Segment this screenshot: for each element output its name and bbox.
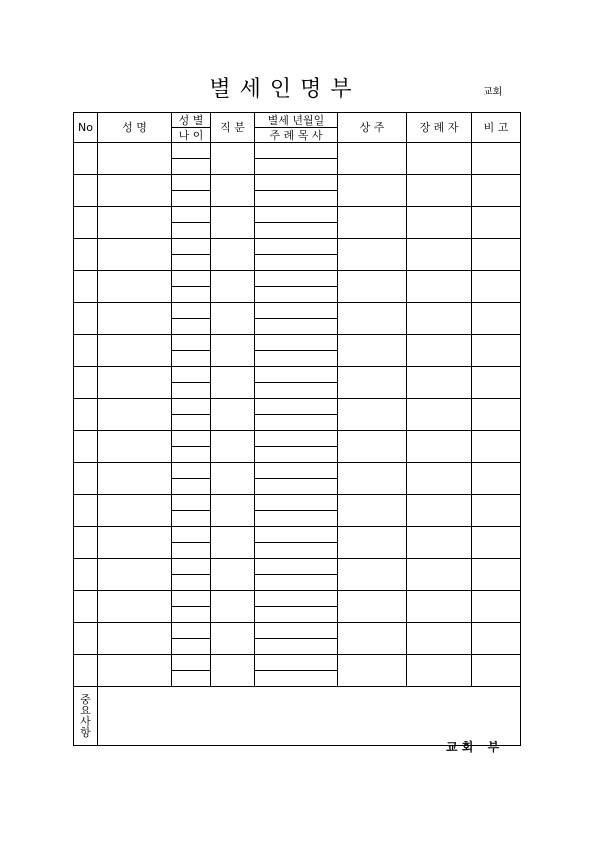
entry-chief-mourner-cell[interactable] — [338, 559, 407, 591]
entry-position-cell[interactable] — [211, 303, 255, 335]
entry-age-cell[interactable] — [172, 543, 211, 559]
entry-funeral-director-cell[interactable] — [407, 335, 472, 367]
entry-death-date-cell[interactable] — [255, 239, 338, 255]
entry-gender-cell[interactable] — [172, 239, 211, 255]
entry-position-cell[interactable] — [211, 495, 255, 527]
header-remarks: 비 고 — [472, 113, 521, 143]
entry-name-cell[interactable] — [98, 431, 172, 463]
entry-remarks-cell[interactable] — [472, 431, 521, 463]
entry-position-cell[interactable] — [211, 431, 255, 463]
entry-chief-mourner-cell[interactable] — [338, 207, 407, 239]
entry-gender-cell[interactable] — [172, 207, 211, 223]
entry-funeral-director-cell[interactable] — [407, 655, 472, 687]
entry-remarks-cell[interactable] — [472, 207, 521, 239]
entry-death-date-cell[interactable] — [255, 463, 338, 479]
entry-name-cell[interactable] — [98, 303, 172, 335]
entry-no-cell[interactable] — [74, 623, 98, 655]
entry-row — [74, 239, 521, 255]
entry-row — [74, 143, 521, 159]
entry-chief-mourner-cell[interactable] — [338, 463, 407, 495]
entry-funeral-director-cell[interactable] — [407, 495, 472, 527]
entry-chief-mourner-cell[interactable] — [338, 399, 407, 431]
entry-remarks-cell[interactable] — [472, 655, 521, 687]
entry-age-cell[interactable] — [172, 223, 211, 239]
entry-funeral-director-cell[interactable] — [407, 527, 472, 559]
entry-death-date-cell[interactable] — [255, 175, 338, 191]
entry-row — [74, 623, 521, 639]
entry-death-date-cell[interactable] — [255, 207, 338, 223]
entry-officiant-cell[interactable] — [255, 575, 338, 591]
entry-gender-cell[interactable] — [172, 591, 211, 607]
entry-no-cell[interactable] — [74, 271, 98, 303]
entry-position-cell[interactable] — [211, 591, 255, 623]
entry-death-date-cell[interactable] — [255, 367, 338, 383]
entry-chief-mourner-cell[interactable] — [338, 271, 407, 303]
entry-name-cell[interactable] — [98, 495, 172, 527]
entry-age-cell[interactable] — [172, 255, 211, 271]
entry-death-date-cell[interactable] — [255, 399, 338, 415]
entry-gender-cell[interactable] — [172, 175, 211, 191]
entry-chief-mourner-cell[interactable] — [338, 655, 407, 687]
entry-no-cell[interactable] — [74, 463, 98, 495]
entry-death-date-cell[interactable] — [255, 271, 338, 287]
entry-row — [74, 207, 521, 223]
entry-no-cell[interactable] — [74, 591, 98, 623]
entry-name-cell[interactable] — [98, 335, 172, 367]
entry-chief-mourner-cell[interactable] — [338, 143, 407, 175]
entry-officiant-cell[interactable] — [255, 607, 338, 623]
entry-funeral-director-cell[interactable] — [407, 623, 472, 655]
entry-remarks-cell[interactable] — [472, 591, 521, 623]
notes-label-char: 항 — [80, 726, 91, 739]
entry-funeral-director-cell[interactable] — [407, 239, 472, 271]
entry-officiant-cell[interactable] — [255, 383, 338, 399]
entry-remarks-cell[interactable] — [472, 399, 521, 431]
entry-officiant-cell[interactable] — [255, 639, 338, 655]
entry-row — [74, 527, 521, 543]
entry-officiant-cell[interactable] — [255, 671, 338, 687]
entry-name-cell[interactable] — [98, 463, 172, 495]
entry-no-cell[interactable] — [74, 175, 98, 207]
entry-name-cell[interactable] — [98, 655, 172, 687]
entry-row — [74, 335, 521, 351]
entry-no-cell[interactable] — [74, 495, 98, 527]
footer — [446, 738, 509, 755]
entry-position-cell[interactable] — [211, 463, 255, 495]
entry-age-cell[interactable] — [172, 415, 211, 431]
entry-name-cell[interactable] — [98, 239, 172, 271]
entry-funeral-director-cell[interactable] — [407, 175, 472, 207]
entry-position-cell[interactable] — [211, 623, 255, 655]
entry-death-date-cell[interactable] — [255, 303, 338, 319]
entry-death-date-cell[interactable] — [255, 591, 338, 607]
entry-name-cell[interactable] — [98, 271, 172, 303]
entry-name-cell[interactable] — [98, 623, 172, 655]
entry-chief-mourner-cell[interactable] — [338, 431, 407, 463]
entry-officiant-cell[interactable] — [255, 255, 338, 271]
entry-name-cell[interactable] — [98, 367, 172, 399]
entry-age-cell[interactable] — [172, 383, 211, 399]
entry-funeral-director-cell[interactable] — [407, 271, 472, 303]
entry-name-cell[interactable] — [98, 559, 172, 591]
entry-officiant-cell[interactable] — [255, 319, 338, 335]
entry-remarks-cell[interactable] — [472, 559, 521, 591]
entry-officiant-cell[interactable] — [255, 511, 338, 527]
entry-remarks-cell[interactable] — [472, 175, 521, 207]
entry-row — [74, 655, 521, 671]
entry-gender-cell[interactable] — [172, 559, 211, 575]
entry-age-cell[interactable] — [172, 191, 211, 207]
entry-funeral-director-cell[interactable] — [407, 207, 472, 239]
entry-chief-mourner-cell[interactable] — [338, 335, 407, 367]
entry-chief-mourner-cell[interactable] — [338, 175, 407, 207]
entry-age-cell[interactable] — [172, 351, 211, 367]
entry-age-cell[interactable] — [172, 159, 211, 175]
entry-death-date-cell[interactable] — [255, 431, 338, 447]
entry-row — [74, 175, 521, 191]
register-table — [73, 112, 521, 746]
entry-death-date-cell[interactable] — [255, 527, 338, 543]
entry-officiant-cell[interactable] — [255, 287, 338, 303]
entry-name-cell[interactable] — [98, 591, 172, 623]
entry-no-cell[interactable] — [74, 367, 98, 399]
header-death-date: 별세 년월일 — [255, 113, 338, 128]
entry-remarks-cell[interactable] — [472, 143, 521, 175]
entry-position-cell[interactable] — [211, 175, 255, 207]
entry-remarks-cell[interactable] — [472, 303, 521, 335]
notes-label-char: 요 — [80, 704, 91, 717]
entry-row — [74, 495, 521, 511]
entry-funeral-director-cell[interactable] — [407, 143, 472, 175]
entry-name-cell[interactable] — [98, 207, 172, 239]
entry-officiant-cell[interactable] — [255, 223, 338, 239]
entry-gender-cell[interactable] — [172, 431, 211, 447]
entry-age-cell[interactable] — [172, 575, 211, 591]
entry-position-cell[interactable] — [211, 143, 255, 175]
entry-age-cell[interactable] — [172, 287, 211, 303]
entry-age-cell[interactable] — [172, 639, 211, 655]
entry-no-cell[interactable] — [74, 239, 98, 271]
entry-no-cell[interactable] — [74, 399, 98, 431]
entry-death-date-cell[interactable] — [255, 655, 338, 671]
entry-funeral-director-cell[interactable] — [407, 399, 472, 431]
entry-officiant-cell[interactable] — [255, 159, 338, 175]
entry-age-cell[interactable] — [172, 511, 211, 527]
entry-no-cell[interactable] — [74, 303, 98, 335]
page-title: 별세인명부 — [209, 77, 361, 102]
entry-no-cell[interactable] — [74, 143, 98, 175]
entry-position-cell[interactable] — [211, 367, 255, 399]
entry-gender-cell[interactable] — [172, 399, 211, 415]
entry-gender-cell[interactable] — [172, 655, 211, 671]
entry-remarks-cell[interactable] — [472, 335, 521, 367]
entry-row — [74, 367, 521, 383]
header-position: 직 분 — [211, 113, 255, 143]
entry-remarks-cell[interactable] — [472, 527, 521, 559]
entry-chief-mourner-cell[interactable] — [338, 591, 407, 623]
notes-label-char: 중 — [80, 693, 91, 706]
entry-remarks-cell[interactable] — [472, 239, 521, 271]
entry-row — [74, 463, 521, 479]
entry-remarks-cell[interactable] — [472, 463, 521, 495]
entry-chief-mourner-cell[interactable] — [338, 495, 407, 527]
entry-gender-cell[interactable] — [172, 623, 211, 639]
entry-funeral-director-cell[interactable] — [407, 463, 472, 495]
entry-name-cell[interactable] — [98, 527, 172, 559]
entry-remarks-cell[interactable] — [472, 495, 521, 527]
entry-officiant-cell[interactable] — [255, 447, 338, 463]
entry-no-cell[interactable] — [74, 335, 98, 367]
header-officiant: 주 례 목 사 — [255, 128, 338, 143]
entry-position-cell[interactable] — [211, 271, 255, 303]
entry-position-cell[interactable] — [211, 239, 255, 271]
entry-chief-mourner-cell[interactable] — [338, 367, 407, 399]
church-label: 교회 — [483, 87, 503, 98]
entry-gender-cell[interactable] — [172, 495, 211, 511]
entry-death-date-cell[interactable] — [255, 623, 338, 639]
entry-row — [74, 431, 521, 447]
entry-gender-cell[interactable] — [172, 527, 211, 543]
entry-row — [74, 591, 521, 607]
entry-name-cell[interactable] — [98, 399, 172, 431]
entry-gender-cell[interactable] — [172, 367, 211, 383]
entry-gender-cell[interactable] — [172, 463, 211, 479]
entry-remarks-cell[interactable] — [472, 623, 521, 655]
entry-officiant-cell[interactable] — [255, 351, 338, 367]
entry-chief-mourner-cell[interactable] — [338, 527, 407, 559]
header-funeral-director: 장 례 자 — [407, 113, 472, 143]
entry-funeral-director-cell[interactable] — [407, 559, 472, 591]
entry-position-cell[interactable] — [211, 655, 255, 687]
header-gender: 성 별 — [172, 113, 211, 128]
entry-position-cell[interactable] — [211, 399, 255, 431]
entry-death-date-cell[interactable] — [255, 559, 338, 575]
entry-funeral-director-cell[interactable] — [407, 431, 472, 463]
entry-funeral-director-cell[interactable] — [407, 367, 472, 399]
entry-row — [74, 271, 521, 287]
entry-name-cell[interactable] — [98, 175, 172, 207]
entry-gender-cell[interactable] — [172, 271, 211, 287]
entry-position-cell[interactable] — [211, 207, 255, 239]
entry-no-cell[interactable] — [74, 527, 98, 559]
entry-position-cell[interactable] — [211, 527, 255, 559]
entry-position-cell[interactable] — [211, 559, 255, 591]
entry-funeral-director-cell[interactable] — [407, 591, 472, 623]
entry-position-cell[interactable] — [211, 335, 255, 367]
entry-officiant-cell[interactable] — [255, 479, 338, 495]
entry-gender-cell[interactable] — [172, 143, 211, 159]
entry-chief-mourner-cell[interactable] — [338, 303, 407, 335]
entry-no-cell[interactable] — [74, 559, 98, 591]
entry-no-cell[interactable] — [74, 431, 98, 463]
entry-row — [74, 399, 521, 415]
entry-no-cell[interactable] — [74, 207, 98, 239]
entry-name-cell[interactable] — [98, 143, 172, 175]
entry-death-date-cell[interactable] — [255, 143, 338, 159]
entry-funeral-director-cell[interactable] — [407, 303, 472, 335]
notes-label — [74, 687, 98, 746]
header-name: 성 명 — [98, 113, 172, 143]
entry-no-cell[interactable] — [74, 655, 98, 687]
entry-officiant-cell[interactable] — [255, 543, 338, 559]
notes-row — [74, 687, 521, 746]
notes-area[interactable] — [98, 687, 521, 746]
entry-officiant-cell[interactable] — [255, 191, 338, 207]
entry-age-cell[interactable] — [172, 447, 211, 463]
footer-book: 부 — [487, 740, 500, 754]
entry-death-date-cell[interactable] — [255, 335, 338, 351]
entry-age-cell[interactable] — [172, 319, 211, 335]
entry-death-date-cell[interactable] — [255, 495, 338, 511]
entry-row — [74, 303, 521, 319]
notes-label-char: 사 — [80, 715, 91, 728]
entry-age-cell[interactable] — [172, 479, 211, 495]
header-no: No — [74, 113, 98, 143]
entry-remarks-cell[interactable] — [472, 367, 521, 399]
entry-officiant-cell[interactable] — [255, 415, 338, 431]
entry-gender-cell[interactable] — [172, 303, 211, 319]
entry-chief-mourner-cell[interactable] — [338, 239, 407, 271]
entry-remarks-cell[interactable] — [472, 271, 521, 303]
entry-gender-cell[interactable] — [172, 335, 211, 351]
footer-church: 교 회 — [446, 740, 474, 754]
entry-age-cell[interactable] — [172, 607, 211, 623]
header-age: 나 이 — [172, 128, 211, 143]
entry-age-cell[interactable] — [172, 671, 211, 687]
entry-row — [74, 559, 521, 575]
header-chief-mourner: 상 주 — [338, 113, 407, 143]
entry-chief-mourner-cell[interactable] — [338, 623, 407, 655]
